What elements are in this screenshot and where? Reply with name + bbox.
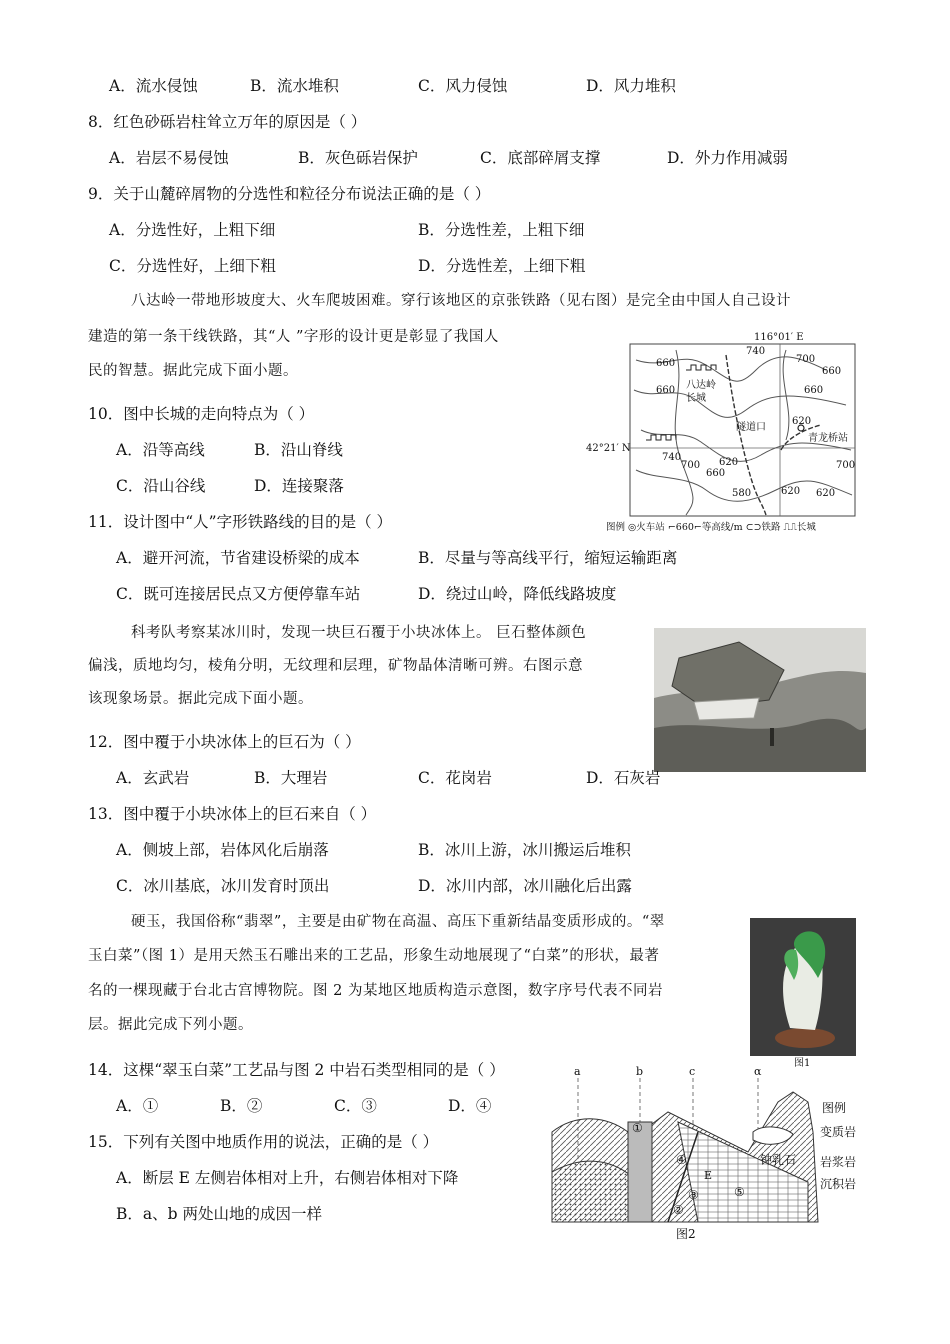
q10-stem: 10．图中长城的走向特点为（ ） <box>88 405 315 423</box>
jade-cabbage-photo <box>750 918 856 1056</box>
q15-option-b: B．a、b 两处山地的成因一样 <box>116 1205 322 1223</box>
passage2-line3: 该现象场景。据此完成下面小题。 <box>88 691 313 707</box>
fig2-caption: 图2 <box>676 1227 696 1241</box>
q10-option-d: D．连接聚落 <box>254 477 344 495</box>
q11-option-c: C．既可连接居民点又方便停靠车站 <box>116 585 361 603</box>
q14-option-d: D．④ <box>448 1097 492 1115</box>
q14-option-b: B．② <box>220 1097 263 1115</box>
q13-option-b: B．冰川上游，冰川搬运后堆积 <box>418 841 631 859</box>
q9-option-c: C．分选性好，上细下粗 <box>109 257 276 275</box>
geology-figure <box>548 1062 870 1247</box>
geology-layer-2: ② <box>673 1203 684 1217</box>
q13-option-c: C．冰川基底，冰川发育时顶出 <box>116 877 330 895</box>
geology-fault-e: E <box>704 1169 713 1182</box>
geology-layer-3: ③ <box>688 1188 699 1202</box>
map-contour-label: 700 <box>836 460 856 471</box>
q8-option-d: D．外力作用减弱 <box>667 149 788 167</box>
geology-legend-metamorphic: 变质岩 <box>820 1125 857 1139</box>
passage3-line4: 层。据此完成下列小题。 <box>88 1017 253 1033</box>
q9-option-a: A．分选性好，上粗下细 <box>109 221 276 239</box>
map-legend: 图例 ◎火车站 ⌐660⌐等高线/m ⊂⊃铁路 ⎍⎍长城 <box>606 522 816 533</box>
map-contour-label: 740 <box>662 452 682 463</box>
map-contour-label: 620 <box>792 416 812 427</box>
glacier-photo-svg <box>654 628 866 772</box>
map-contour-label: 620 <box>719 457 739 468</box>
map-contour-label: 660 <box>656 385 676 396</box>
q11-stem: 11．设计图中“人”字形铁路线的目的是（ ） <box>88 513 392 531</box>
jade-cabbage-svg <box>750 918 856 1056</box>
map-label-badaling: 八达岭 <box>686 380 716 391</box>
geology-top-c: c <box>689 1065 696 1078</box>
q9-option-b: B．分选性差，上粗下细 <box>418 221 585 239</box>
passage1-line1: 八达岭一带地形坡度大、火车爬坡困难。穿行该地区的京张铁路（见右图）是完全由中国人自己设计 <box>131 293 791 309</box>
q7-option-d: D．风力堆积 <box>586 77 676 95</box>
q11-option-a: A．避开河流，节省建设桥梁的成本 <box>116 549 360 567</box>
map-label-station: 青龙桥站 <box>808 433 848 444</box>
map-label-great-wall: 长城 <box>686 393 706 404</box>
passage3-line3: 名的一棵现藏于台北古宫博物院。图 2 为某地区地质构造示意图，数字序号代表不同岩 <box>88 983 663 999</box>
map-contour-label: 580 <box>732 488 752 499</box>
passage2-line1: 科考队考察某冰川时，发现一块巨石覆于小块冰体上。 巨石整体颜色 <box>131 625 587 641</box>
geology-layer-5: ⑤ <box>734 1185 745 1199</box>
map-contour-label: 740 <box>746 346 766 357</box>
q15-stem: 15．下列有关图中地质作用的说法，正确的是（ ） <box>88 1133 439 1151</box>
passage2-line2: 偏浅，质地均匀，棱角分明，无纹理和层理，矿物晶体清晰可辨。右图示意 <box>88 658 583 674</box>
q13-option-a: A．侧坡上部，岩体风化后崩落 <box>116 841 329 859</box>
geology-layer-4: ④ <box>676 1153 687 1167</box>
geology-top-alpha: α <box>754 1065 762 1078</box>
q12-option-a: A．玄武岩 <box>116 769 190 787</box>
map-contour-label: 620 <box>781 486 801 497</box>
contour-map-figure <box>586 330 871 535</box>
geology-top-a: a <box>574 1065 581 1078</box>
passage1-line2: 建造的第一条干线铁路，其“人 ”字形的设计更是彰显了我国人 <box>88 329 499 345</box>
map-contour-label: 660 <box>804 385 824 396</box>
map-contour-label: 620 <box>816 488 836 499</box>
q9-option-d: D．分选性差，上细下粗 <box>418 257 586 275</box>
q7-option-a: A．流水侵蚀 <box>109 77 198 95</box>
q10-option-b: B．沿山脊线 <box>254 441 343 459</box>
map-contour-label: 700 <box>681 460 701 471</box>
q11-option-d: D．绕过山岭，降低线路坡度 <box>418 585 617 603</box>
q8-option-c: C．底部碎屑支撑 <box>480 149 601 167</box>
q13-option-d: D．冰川内部，冰川融化后出露 <box>418 877 632 895</box>
q14-option-c: C．③ <box>334 1097 377 1115</box>
q9-stem: 9．关于山麓碎屑物的分选性和粒径分布说法正确的是（ ） <box>88 185 491 203</box>
map-contour-label: 660 <box>656 358 676 369</box>
geology-cave-label: 钟乳石 <box>760 1153 797 1167</box>
map-contour-label: 660 <box>822 366 842 377</box>
glacier-photo <box>654 628 866 772</box>
geology-layer-1: ① <box>632 1121 643 1135</box>
q12-option-d: D．石灰岩 <box>586 769 661 787</box>
q14-option-a: A．① <box>116 1097 159 1115</box>
map-contour-label: 660 <box>706 468 726 479</box>
q7-option-b: B．流水堆积 <box>250 77 339 95</box>
q15-option-a: A．断层 E 左侧岩体相对上升，右侧岩体相对下降 <box>116 1169 459 1187</box>
geology-legend-title: 图例 <box>822 1101 847 1115</box>
q13-stem: 13．图中覆于小块冰体上的巨石来自（ ） <box>88 805 377 823</box>
geology-legend-igneous: 岩浆岩 <box>820 1155 857 1169</box>
fig1-caption: 图1 <box>794 1058 811 1069</box>
map-latitude: 42°21′ N <box>586 443 631 454</box>
q14-stem: 14．这棵“翠玉白菜”工艺品与图 2 中岩石类型相同的是（ ） <box>88 1061 505 1079</box>
passage3-line1: 硬玉，我国俗称“翡翠”，主要是由矿物在高温、高压下重新结晶变质形成的。“翠 <box>131 914 665 930</box>
passage1-line3: 民的智慧。据此完成下面小题。 <box>88 363 298 379</box>
q12-option-b: B．大理岩 <box>254 769 328 787</box>
q11-option-b: B．尽量与等高线平行，缩短运输距离 <box>418 549 678 567</box>
q8-option-b: B．灰色砾岩保护 <box>298 149 418 167</box>
q12-stem: 12．图中覆于小块冰体上的巨石为（ ） <box>88 733 361 751</box>
q7-option-c: C．风力侵蚀 <box>418 77 508 95</box>
q8-stem: 8．红色砂砾岩柱耸立万年的原因是（ ） <box>88 113 367 131</box>
passage3-line2: 玉白菜”（图 1）是用天然玉石雕出来的工艺品，形象生动地展现了“白菜”的形状，最著 <box>88 948 660 964</box>
geology-top-b: b <box>636 1065 644 1078</box>
q10-option-a: A．沿等高线 <box>116 441 205 459</box>
q10-option-c: C．沿山谷线 <box>116 477 206 495</box>
map-contour-label: 700 <box>796 354 816 365</box>
map-label-tunnel: 隧道口 <box>736 422 766 433</box>
map-longitude: 116°01′ E <box>754 332 804 343</box>
q12-option-c: C．花岗岩 <box>418 769 492 787</box>
geology-legend-sedimentary: 沉积岩 <box>820 1177 857 1191</box>
q8-option-a: A．岩层不易侵蚀 <box>109 149 229 167</box>
